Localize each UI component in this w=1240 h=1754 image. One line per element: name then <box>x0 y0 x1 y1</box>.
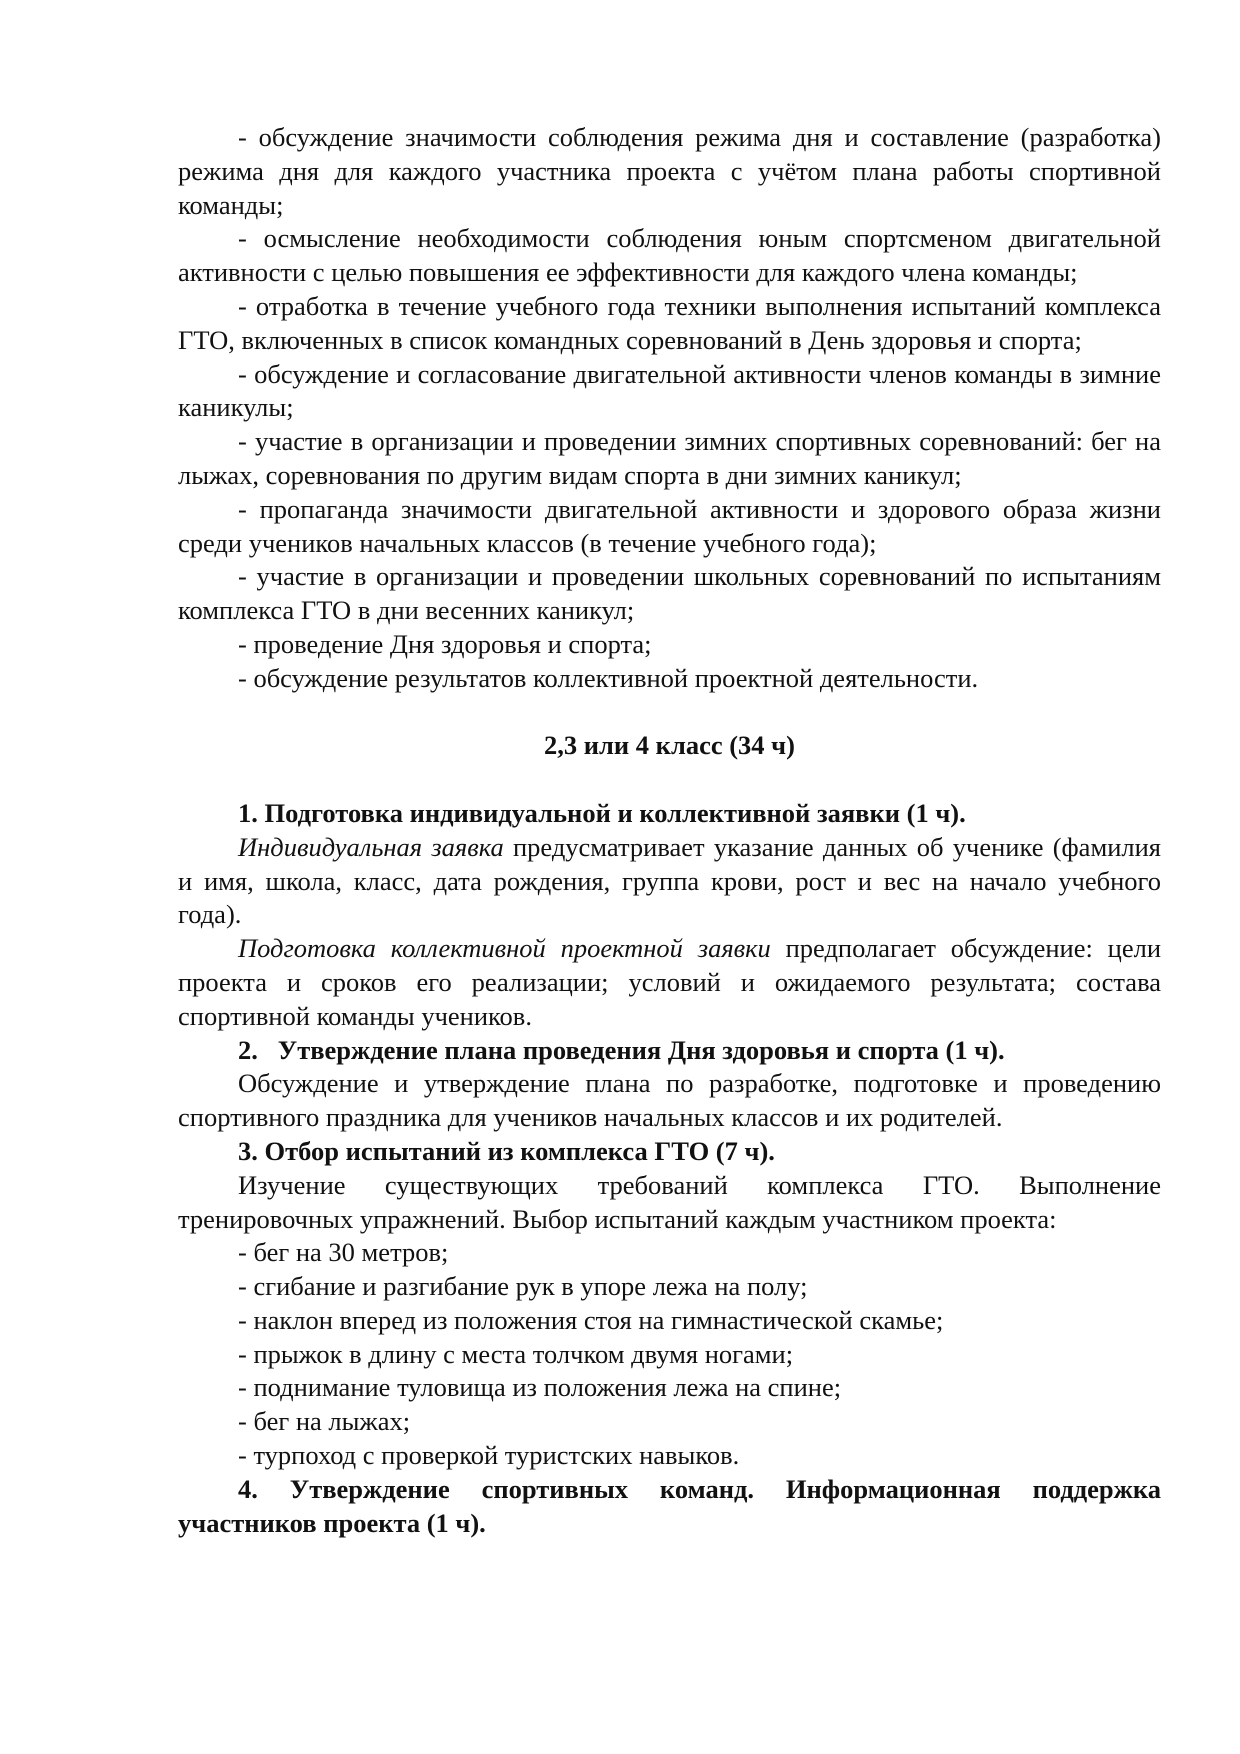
paragraph <box>178 932 1161 1033</box>
list-item: - отработка в течение учебного года техники выполнения испытаний комплекса ГТО, включенных в список командных соревнований в День здоровья и спорта; <box>178 290 1161 355</box>
list-item: - бег на 30 метров; <box>238 1237 449 1268</box>
list-item: - обсуждение и согласование двигательной активности членов команды в зимние каникулы; <box>178 358 1161 423</box>
list-item: - обсуждение значимости соблюдения режима дня и составление (разработка) режима дня для каждого участника проекта с учётом плана работы спортивной команды; <box>178 122 1161 220</box>
section-heading-4: 4. Утверждение спортивных команд. Информационная поддержка участников проекта (1 ч). <box>178 1473 1161 1538</box>
list-item: - пропаганда значимости двигательной активности и здорового образа жизни среди учеников начальных классов (в течение учебного года); <box>178 493 1161 558</box>
section-heading-2: 2. Утверждение плана проведения Дня здоровья и спорта (1 ч). <box>238 1034 1005 1065</box>
section-title: 2,3 или 4 класс (34 ч) <box>544 730 795 761</box>
section-heading-1: 1. Подготовка индивидуальной и коллективной заявки (1 ч). <box>238 797 966 828</box>
paragraph: Изучение существующих требований комплекса ГТО. Выполнение тренировочных упражнений. Выбор испытаний каждым участником проекта: <box>178 1169 1161 1234</box>
italic-term: Подготовка коллективной проектной заявки <box>238 933 771 964</box>
list-item: - обсуждение результатов коллективной проектной деятельности. <box>238 662 979 693</box>
paragraph: Обсуждение и утверждение плана по разработке, подготовке и проведению спортивного праздника для учеников начальных классов и их родителей. <box>178 1068 1161 1133</box>
list-item: - участие в организации и проведении школьных соревнований по испытаниям комплекса ГТО в дни весенних каникул; <box>178 561 1161 626</box>
list-item: - наклон вперед из положения стоя на гимнастической скамье; <box>238 1304 944 1335</box>
list-item: - проведение Дня здоровья и спорта; <box>238 628 652 659</box>
list-item: - прыжок в длину с места толчком двумя ногами; <box>238 1338 794 1369</box>
paragraph-text: предусматривает указание данных об ученике (фамилия и имя, школа, класс, дата рождения, группа крови, рост и вес на начало учебного года). <box>178 831 1161 930</box>
list-item: - турпоход с проверкой туристских навыков. <box>238 1440 740 1471</box>
list-item: - осмысление необходимости соблюдения юным спортсменом двигательной активности с целью повышения ее эффективности для каждого члена команды; <box>178 223 1161 288</box>
paragraph-text: предполагает обсуждение: цели проекта и сроков его реализации; условий и ожидаемого результата; состава спортивной команды учеников. <box>178 933 1161 1031</box>
list-item: - поднимание туловища из положения лежа на спине; <box>238 1372 842 1403</box>
list-item: - бег на лыжах; <box>238 1406 411 1437</box>
list-item: - участие в организации и проведении зимних спортивных соревнований: бег на лыжах, соревнования по другим видам спорта в дни зимних каникул; <box>178 426 1161 490</box>
document-page <box>178 121 1161 1540</box>
list-item: - сгибание и разгибание рук в упоре лежа на полу; <box>238 1271 808 1302</box>
italic-term: Индивидуальная заявка <box>238 831 504 862</box>
paragraph <box>178 831 1161 932</box>
section-heading-3: 3. Отбор испытаний из комплекса ГТО (7 ч). <box>238 1135 775 1166</box>
